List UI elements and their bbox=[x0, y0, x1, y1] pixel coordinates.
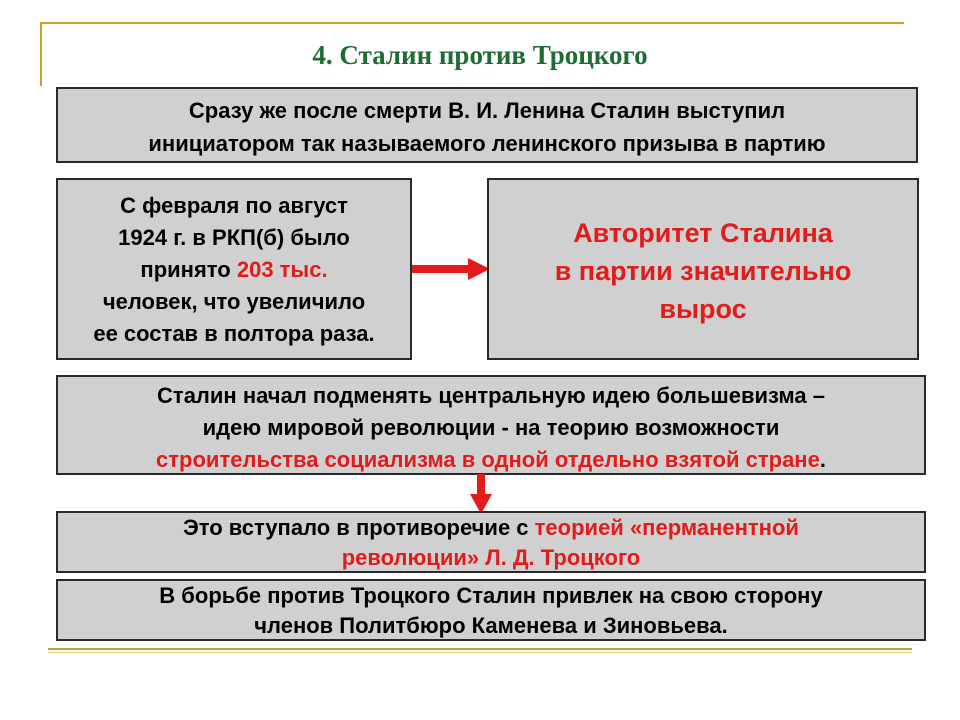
socialism-theory-line-1: Сталин начал подменять центральную идею большевизма – bbox=[157, 383, 825, 408]
party-growth-box bbox=[56, 178, 412, 360]
lenin-call-box bbox=[56, 87, 918, 163]
bottom-decorative-rule-thin bbox=[48, 652, 912, 653]
politburo-alliance-box bbox=[56, 579, 926, 641]
politburo-alliance-line-1: В борьбе против Троцкого Сталин привлек на свою сторону bbox=[159, 583, 823, 608]
socialism-theory-period: . bbox=[819, 447, 826, 472]
party-growth-line-4: человек, что увеличило bbox=[102, 289, 366, 314]
party-growth-line-2: 1924 г. в РКП(б) было bbox=[118, 225, 350, 250]
top-decorative-rule bbox=[40, 22, 904, 24]
party-growth-line-3 bbox=[58, 254, 410, 286]
lenin-call-line-1: Сразу же после смерти В. И. Ленина Сталин выступил bbox=[188, 98, 786, 123]
party-growth-line-1: С февраля по август bbox=[120, 193, 348, 218]
permanent-revolution-text: Это вступало в противоречие с bbox=[183, 515, 535, 540]
stalin-authority-line-2: в партии значительно bbox=[554, 256, 852, 286]
party-growth-line-5: ее состав в полтора раза. bbox=[93, 321, 375, 346]
permanent-revolution-highlight: теорией «перманентной bbox=[534, 515, 799, 540]
socialism-theory-line-2: идею мировой революции - на теорию возможности bbox=[202, 415, 780, 440]
arrow-right-icon bbox=[412, 256, 490, 282]
permanent-revolution-line-1 bbox=[58, 513, 924, 543]
arrow-down-icon bbox=[469, 474, 493, 514]
permanent-revolution-box bbox=[56, 511, 926, 573]
socialism-theory-line-3 bbox=[58, 444, 924, 476]
permanent-revolution-line-2: революции» Л. Д. Троцкого bbox=[341, 545, 641, 570]
bottom-decorative-rule bbox=[48, 648, 912, 650]
lenin-call-line-2: инициатором так называемого ленинского призыва в партию bbox=[148, 131, 826, 156]
slide-title: 4. Сталин против Троцкого bbox=[312, 40, 648, 70]
party-growth-text: принято bbox=[140, 257, 237, 282]
socialism-theory-highlight: строительства социализма в одной отдельно взятой стране bbox=[156, 447, 820, 472]
stalin-authority-line-3: вырос bbox=[659, 294, 747, 324]
stalin-authority-box bbox=[487, 178, 919, 360]
socialism-theory-box bbox=[56, 375, 926, 475]
party-growth-highlight: 203 тыс. bbox=[236, 257, 328, 282]
stalin-authority-line-1: Авторитет Сталина bbox=[573, 218, 833, 248]
politburo-alliance-line-2: членов Политбюро Каменева и Зиновьева. bbox=[254, 613, 728, 638]
